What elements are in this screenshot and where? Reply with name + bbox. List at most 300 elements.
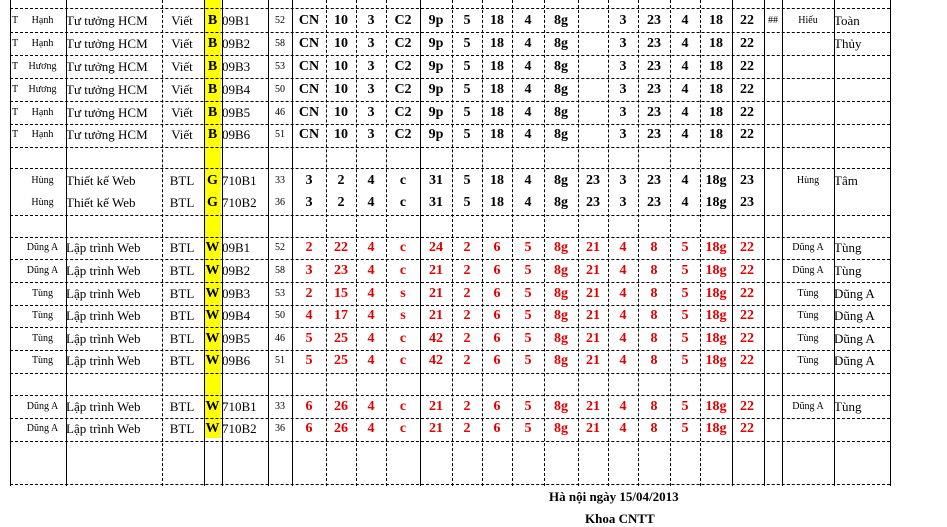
table-cell: 26: [334, 421, 348, 436]
table-cell: 3: [305, 195, 313, 210]
table-cell: 8g: [554, 36, 568, 51]
table-cell: 33: [275, 175, 285, 186]
table-cell: 22: [740, 308, 754, 323]
table-cell: 2: [463, 308, 471, 323]
table-cell: T: [11, 61, 19, 72]
table-cell: 18: [709, 105, 723, 120]
table-cell: Lập trình Web: [66, 240, 141, 255]
table-cell: [10, 192, 20, 214]
table-cell: 09B6: [222, 353, 251, 368]
table-cell: Tư tưởng HCM: [66, 105, 148, 120]
table-cell: 22: [740, 105, 754, 120]
table-cell: 8g: [554, 353, 568, 368]
table-cell: 18: [490, 36, 504, 51]
table-cell: [834, 79, 890, 101]
table-cell: 58: [275, 265, 285, 276]
table-cell: 09B5: [222, 331, 251, 346]
table-cell: 24: [429, 240, 443, 255]
table-cell: 4: [367, 353, 375, 368]
table-cell: Tùng: [31, 333, 54, 344]
table-cell: 18g: [705, 173, 727, 188]
table-cell: 22: [740, 421, 754, 436]
table-cell: Lập trình Web: [66, 421, 141, 436]
table-cell: c: [399, 353, 407, 368]
table-cell: 23: [647, 59, 661, 74]
table-cell: 4: [524, 173, 532, 188]
table-cell: 8g: [554, 399, 568, 414]
table-cell: [578, 79, 608, 101]
table-cell: 18g: [705, 195, 727, 210]
table-cell: [764, 237, 782, 259]
table-cell: [782, 56, 834, 78]
table-cell: BTL: [169, 331, 195, 346]
table-row: [0, 124, 947, 146]
table-cell: Lập trình Web: [66, 286, 141, 301]
table-cell: 51: [275, 129, 285, 140]
table-cell: [578, 102, 608, 124]
table-row: [0, 350, 947, 372]
table-cell: 6: [493, 308, 501, 323]
table-cell: 8g: [554, 173, 568, 188]
table-cell: 53: [275, 288, 285, 299]
table-cell: 09B3: [222, 286, 251, 301]
table-row: [0, 396, 947, 418]
table-cell: [764, 170, 782, 192]
table-cell: W: [205, 421, 220, 436]
table-cell: 3: [367, 36, 375, 51]
table-cell: Lập trình Web: [66, 263, 141, 278]
table-cell: 8: [650, 421, 658, 436]
table-cell: 9p: [428, 105, 444, 120]
table-cell: 4: [524, 36, 532, 51]
table-cell: 3: [305, 263, 313, 278]
table-cell: 2: [463, 353, 471, 368]
table-cell: Dũng A: [834, 308, 875, 323]
table-cell: BTL: [169, 173, 195, 188]
table-cell: [782, 124, 834, 146]
table-cell: BTL: [169, 421, 195, 436]
table-cell: 50: [275, 310, 285, 321]
table-cell: Hùng: [31, 175, 54, 186]
table-cell: 4: [524, 13, 532, 28]
table-row: [0, 10, 947, 32]
table-cell: Hạnh: [31, 107, 54, 118]
table-cell: 17: [334, 308, 348, 323]
table-cell: 09B4: [222, 308, 251, 323]
table-row: [0, 283, 947, 305]
table-cell: [782, 102, 834, 124]
table-cell: 21: [429, 399, 443, 414]
table-cell: 5: [524, 421, 532, 436]
table-cell: 5: [463, 59, 471, 74]
table-cell: 4: [367, 308, 375, 323]
table-cell: Tùng: [797, 310, 819, 321]
table-cell: 4: [681, 127, 689, 142]
table-cell: Dũng A: [792, 265, 824, 276]
table-row: [0, 33, 947, 55]
table-cell: 21: [586, 353, 600, 368]
table-cell: 2: [337, 173, 345, 188]
table-cell: 09B2: [222, 36, 251, 51]
table-cell: Tư tưởng HCM: [66, 82, 148, 97]
table-cell: 3: [305, 173, 313, 188]
table-cell: 31: [429, 195, 443, 210]
row-divider: [10, 215, 890, 216]
table-cell: c: [399, 195, 407, 210]
table-cell: 18g: [705, 421, 727, 436]
table-cell: c: [399, 331, 407, 346]
table-cell: 8g: [554, 263, 568, 278]
table-cell: 21: [586, 286, 600, 301]
table-cell: 2: [305, 286, 313, 301]
table-cell: 5: [524, 286, 532, 301]
table-cell: 21: [586, 308, 600, 323]
table-cell: 5: [681, 286, 689, 301]
table-cell: 10: [334, 82, 348, 97]
table-cell: Hùng: [31, 197, 54, 208]
table-cell: 23: [647, 105, 661, 120]
table-cell: 5: [463, 13, 471, 28]
table-cell: 710B2: [222, 195, 257, 210]
table-cell: Hạnh: [31, 38, 54, 49]
table-cell: 9p: [428, 82, 444, 97]
table-cell: W: [205, 286, 220, 301]
table-cell: W: [205, 240, 220, 255]
table-cell: 23: [647, 13, 661, 28]
table-cell: B: [207, 59, 218, 74]
table-cell: 22: [740, 82, 754, 97]
table-cell: 18: [709, 13, 723, 28]
table-cell: CN: [298, 105, 320, 120]
table-cell: 5: [463, 105, 471, 120]
table-cell: 4: [619, 263, 627, 278]
table-cell: 8: [650, 331, 658, 346]
table-cell: 18g: [705, 263, 727, 278]
table-cell: Dũng A: [834, 331, 875, 346]
table-cell: 22: [740, 127, 754, 142]
table-cell: 4: [681, 59, 689, 74]
row-divider: [10, 441, 890, 442]
table-cell: 6: [493, 286, 501, 301]
table-cell: W: [205, 353, 220, 368]
table-cell: 4: [619, 240, 627, 255]
table-cell: 21: [586, 263, 600, 278]
table-cell: 4: [367, 173, 375, 188]
table-cell: 21: [586, 331, 600, 346]
table-cell: 4: [524, 127, 532, 142]
table-cell: 23: [647, 82, 661, 97]
table-cell: 3: [619, 82, 627, 97]
table-cell: [764, 260, 782, 282]
table-cell: Lập trình Web: [66, 353, 141, 368]
table-cell: Hạnh: [31, 129, 54, 140]
table-cell: 5: [305, 353, 313, 368]
table-cell: 710B2: [222, 421, 257, 436]
table-cell: 3: [619, 59, 627, 74]
table-cell: Hương: [28, 61, 57, 72]
table-cell: [764, 79, 782, 101]
table-cell: 09B4: [222, 82, 251, 97]
table-cell: [10, 418, 20, 440]
table-cell: Dũng A: [792, 242, 824, 253]
row-divider: [10, 373, 890, 374]
table-cell: Dũng A: [834, 353, 875, 368]
table-cell: ##: [768, 15, 778, 26]
table-row: [0, 56, 947, 78]
table-cell: 2: [463, 240, 471, 255]
table-cell: Toàn: [834, 13, 860, 28]
table-cell: G: [207, 195, 218, 210]
table-cell: 5: [681, 263, 689, 278]
table-cell: Dũng A: [834, 286, 875, 301]
table-cell: 18: [709, 36, 723, 51]
table-cell: Tùng: [797, 355, 819, 366]
table-cell: 21: [586, 240, 600, 255]
table-cell: 09B1: [222, 240, 251, 255]
table-cell: [834, 418, 890, 440]
table-cell: Viết: [171, 105, 193, 120]
table-cell: 3: [619, 105, 627, 120]
table-cell: 22: [740, 263, 754, 278]
table-cell: [764, 396, 782, 418]
table-cell: C2: [394, 127, 412, 142]
table-cell: T: [11, 84, 19, 95]
table-cell: [10, 350, 20, 372]
table-cell: 4: [367, 399, 375, 414]
table-cell: C2: [394, 105, 412, 120]
table-cell: 4: [367, 263, 375, 278]
table-cell: 5: [305, 331, 313, 346]
table-cell: 9p: [428, 59, 444, 74]
table-cell: C2: [394, 59, 412, 74]
table-cell: 8: [650, 286, 658, 301]
table-cell: 18: [709, 59, 723, 74]
table-cell: Lập trình Web: [66, 399, 141, 414]
table-cell: 36: [275, 423, 285, 434]
table-cell: 2: [463, 286, 471, 301]
table-cell: 8g: [554, 286, 568, 301]
table-cell: 3: [367, 82, 375, 97]
table-cell: [834, 56, 890, 78]
table-cell: 18g: [705, 353, 727, 368]
table-cell: [764, 102, 782, 124]
table-cell: 6: [305, 421, 313, 436]
table-cell: 5: [463, 82, 471, 97]
table-cell: 4: [619, 286, 627, 301]
table-cell: 10: [334, 105, 348, 120]
table-cell: 33: [275, 401, 285, 412]
table-cell: BTL: [169, 308, 195, 323]
table-cell: 18g: [705, 308, 727, 323]
table-cell: 8g: [554, 195, 568, 210]
table-cell: 4: [367, 286, 375, 301]
table-cell: BTL: [169, 195, 195, 210]
table-cell: Viết: [171, 82, 193, 97]
table-cell: 6: [493, 353, 501, 368]
table-cell: 21: [586, 421, 600, 436]
table-cell: Tùng: [31, 310, 54, 321]
table-cell: [764, 192, 782, 214]
footer-date-text: Hà nội ngày 15/04/2013: [549, 489, 679, 504]
table-cell: CN: [298, 36, 320, 51]
table-cell: [10, 328, 20, 350]
table-cell: B: [207, 82, 218, 97]
table-cell: 36: [275, 197, 285, 208]
table-cell: 4: [367, 240, 375, 255]
table-cell: 4: [619, 353, 627, 368]
table-cell: Thiết kế Web: [66, 173, 136, 188]
table-cell: 5: [463, 127, 471, 142]
table-cell: [578, 10, 608, 32]
table-cell: [764, 124, 782, 146]
table-cell: 42: [429, 353, 443, 368]
table-cell: 4: [681, 82, 689, 97]
row-divider: [10, 168, 890, 169]
table-cell: 8g: [554, 82, 568, 97]
table-cell: 3: [367, 59, 375, 74]
table-cell: 5: [463, 36, 471, 51]
table-cell: 2: [463, 331, 471, 346]
table-cell: [764, 56, 782, 78]
table-cell: T: [11, 129, 19, 140]
table-cell: 22: [740, 36, 754, 51]
table-cell: T: [11, 38, 19, 49]
table-cell: C2: [394, 36, 412, 51]
table-cell: 5: [463, 195, 471, 210]
row-divider: [10, 484, 890, 485]
table-cell: T: [11, 107, 19, 118]
table-row: [0, 170, 947, 192]
table-cell: c: [399, 399, 407, 414]
table-cell: 09B2: [222, 263, 251, 278]
table-cell: 42: [429, 331, 443, 346]
table-row: [0, 192, 947, 214]
table-cell: 22: [334, 240, 348, 255]
table-cell: 4: [619, 399, 627, 414]
table-cell: Tâm: [834, 173, 858, 188]
table-cell: 18: [490, 105, 504, 120]
row-divider: [10, 147, 890, 148]
table-cell: 25: [334, 331, 348, 346]
table-cell: 8g: [554, 240, 568, 255]
table-cell: Lập trình Web: [66, 308, 141, 323]
table-cell: 8g: [554, 105, 568, 120]
table-cell: 6: [493, 331, 501, 346]
table-cell: 9p: [428, 13, 444, 28]
table-cell: 3: [367, 105, 375, 120]
table-cell: Tùng: [834, 399, 862, 414]
table-cell: s: [400, 308, 406, 323]
table-cell: 2: [463, 263, 471, 278]
table-cell: 23: [586, 173, 600, 188]
table-cell: 18: [490, 195, 504, 210]
table-cell: 4: [681, 195, 689, 210]
table-cell: 21: [586, 399, 600, 414]
table-cell: 58: [275, 38, 285, 49]
table-cell: Tùng: [797, 288, 819, 299]
table-cell: 8: [650, 353, 658, 368]
table-cell: 4: [681, 105, 689, 120]
table-cell: Tư tưởng HCM: [66, 13, 148, 28]
table-cell: 8g: [554, 421, 568, 436]
table-cell: CN: [298, 13, 320, 28]
table-cell: 4: [305, 308, 313, 323]
table-cell: 18g: [705, 331, 727, 346]
table-cell: 25: [334, 353, 348, 368]
table-row: [0, 418, 947, 440]
table-cell: 6: [493, 263, 501, 278]
table-cell: 22: [740, 240, 754, 255]
table-cell: B: [207, 36, 218, 51]
row-divider: [10, 8, 890, 9]
table-cell: 6: [493, 399, 501, 414]
table-cell: 5: [524, 353, 532, 368]
table-cell: 2: [305, 240, 313, 255]
table-cell: [578, 33, 608, 55]
table-cell: 5: [524, 263, 532, 278]
table-cell: 26: [334, 399, 348, 414]
table-cell: [834, 124, 890, 146]
table-cell: Tùng: [834, 240, 862, 255]
table-cell: Viết: [171, 127, 193, 142]
table-cell: [834, 192, 890, 214]
table-cell: 3: [619, 13, 627, 28]
table-cell: CN: [298, 127, 320, 142]
table-cell: [10, 237, 20, 259]
table-cell: 31: [429, 173, 443, 188]
table-cell: B: [207, 127, 218, 142]
table-cell: Hùng: [796, 175, 820, 186]
table-cell: Lập trình Web: [66, 331, 141, 346]
table-cell: 8g: [554, 308, 568, 323]
table-cell: 4: [619, 331, 627, 346]
table-cell: 22: [740, 353, 754, 368]
table-cell: 8: [650, 308, 658, 323]
table-cell: BTL: [169, 240, 195, 255]
table-cell: Tư tưởng HCM: [66, 59, 148, 74]
table-cell: [764, 283, 782, 305]
table-cell: 8: [650, 263, 658, 278]
table-cell: 18: [490, 127, 504, 142]
table-cell: Viết: [171, 13, 193, 28]
table-cell: 5: [681, 399, 689, 414]
table-cell: 8g: [554, 127, 568, 142]
table-cell: 21: [429, 421, 443, 436]
table-cell: 22: [740, 59, 754, 74]
table-cell: 21: [429, 286, 443, 301]
table-cell: [764, 33, 782, 55]
table-cell: 5: [681, 353, 689, 368]
table-cell: 23: [586, 195, 600, 210]
table-cell: 3: [367, 127, 375, 142]
table-cell: Dũng A: [26, 423, 59, 434]
table-cell: 4: [524, 59, 532, 74]
footer-dept-text: Khoa CNTT: [585, 511, 655, 526]
table-cell: Tùng: [797, 333, 819, 344]
table-cell: 50: [275, 84, 285, 95]
table-cell: [764, 350, 782, 372]
table-cell: [10, 170, 20, 192]
table-cell: 10: [334, 59, 348, 74]
table-cell: T: [11, 15, 19, 26]
table-cell: BTL: [169, 399, 195, 414]
table-cell: Hiếu: [798, 15, 818, 26]
table-cell: 09B1: [222, 13, 251, 28]
table-cell: W: [205, 263, 220, 278]
table-row: [0, 260, 947, 282]
table-cell: 5: [524, 331, 532, 346]
table-cell: B: [207, 13, 218, 28]
